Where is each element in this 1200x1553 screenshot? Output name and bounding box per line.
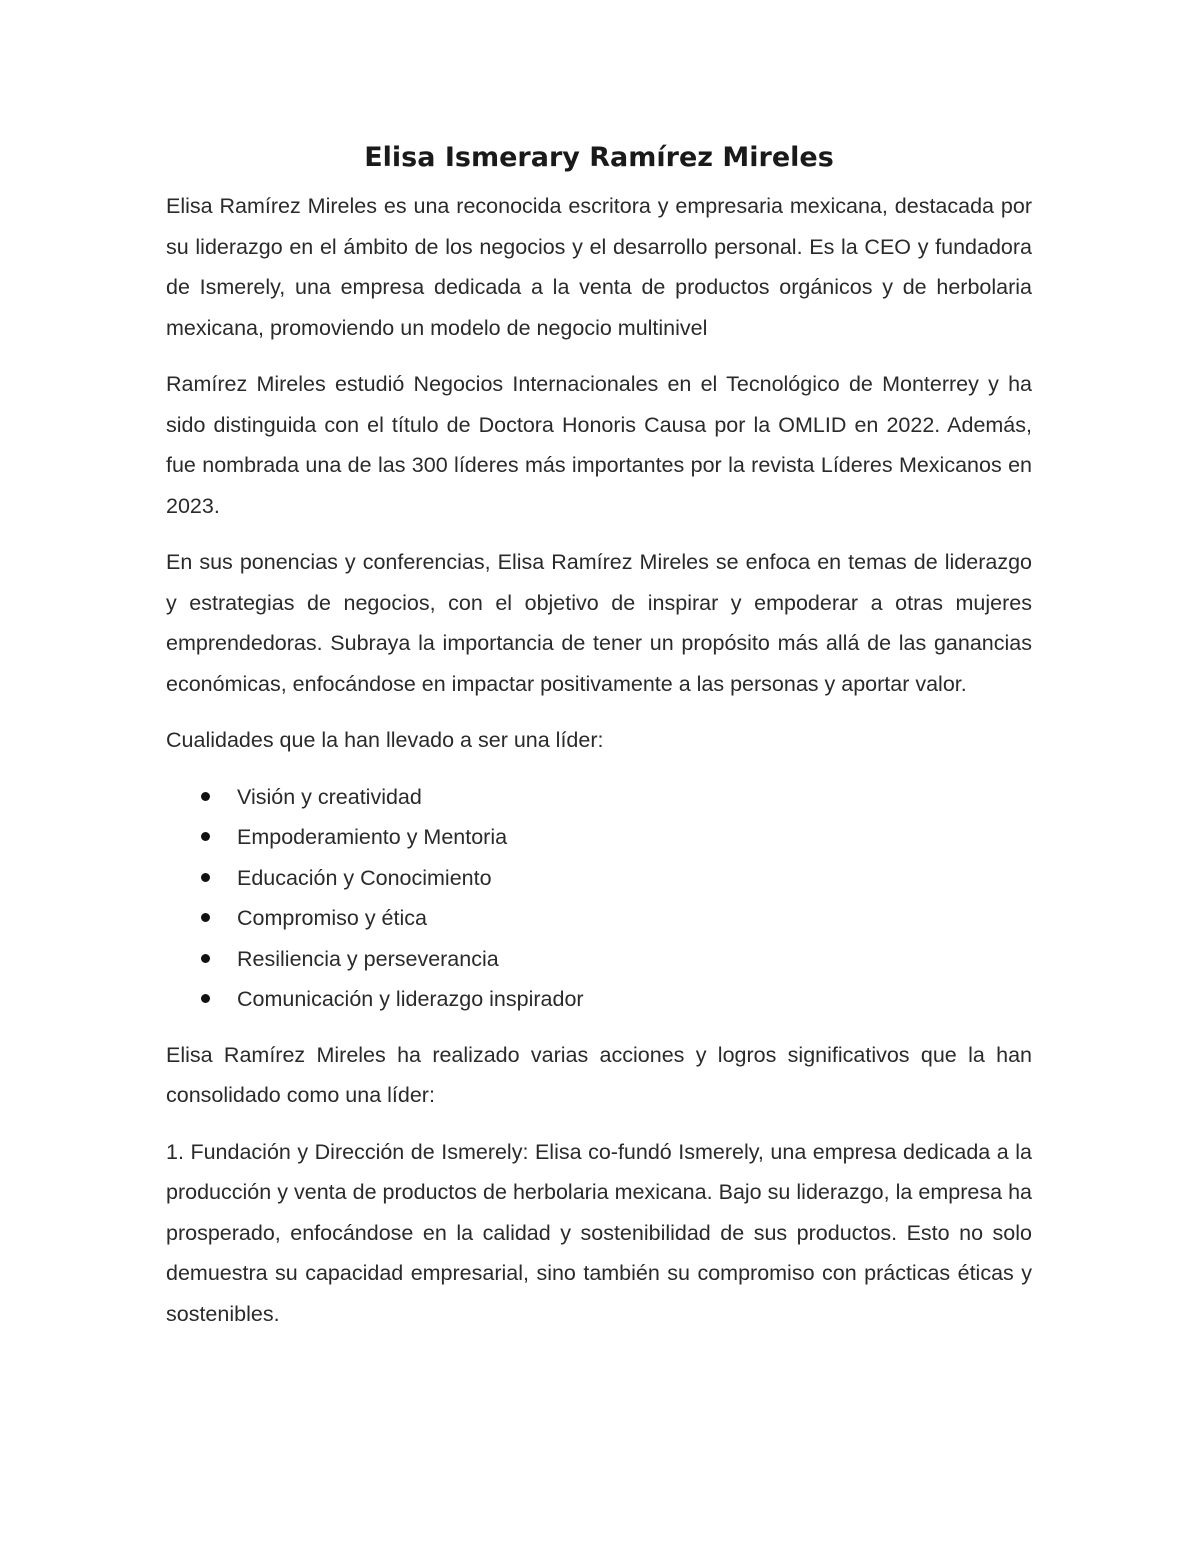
achievements-intro: Elisa Ramírez Mireles ha realizado varias acciones y logros significativos que la han consolidado como una líder: [166, 1042, 1032, 1107]
bullet-icon [201, 832, 210, 841]
qualities-list [166, 777, 1032, 1020]
bullet-icon [201, 994, 210, 1003]
list-item [166, 858, 1032, 899]
paragraph-education: Ramírez Mireles estudió Negocios Internacionales en el Tecnológico de Monterrey y ha sido distinguida con el título de Doctora Honoris Causa por la OMLID en 2022. Además, fue nombrada una de las 300 líderes más importantes por la revista Líderes Mexicanos en 2023. [166, 372, 1032, 518]
list-item-text: Empoderamiento y Mentoria [237, 825, 508, 849]
list-item [166, 817, 1032, 858]
bullet-icon [201, 954, 210, 963]
list-item-text: Visión y creatividad [237, 784, 422, 809]
list-item [166, 979, 1032, 1020]
list-item-text: Educación y Conocimiento [237, 865, 492, 890]
list-item [166, 939, 1032, 980]
bullet-icon [201, 792, 210, 801]
list-item [166, 898, 1032, 939]
bullet-icon [201, 873, 210, 882]
paragraph-conferences: En sus ponencias y conferencias, Elisa Ramírez Mireles se enfoca en temas de liderazgo y estrategias de negocios, con el objetivo de inspirar y empoderar a otras mujeres emprendedoras. Subraya la importancia de tener un propósito más allá de las ganancias económicas, enfocándose en impactar positivamente a las personas y aportar valor. [166, 550, 1032, 696]
bullet-icon [201, 913, 210, 922]
paragraph-intro: Elisa Ramírez Mireles es una reconocida escritora y empresaria mexicana, destacada por su liderazgo en el ámbito de los negocios y el desarrollo personal. Es la CEO y fundadora de Ismerely, una empresa dedicada a la venta de productos orgánicos y de herbolaria mexicana, promoviendo un modelo de negocio multinivel [166, 194, 1032, 340]
document-title: Elisa Ismerary Ramírez Mireles [364, 142, 834, 173]
document-body [166, 138, 1032, 1350]
list-item-text: Comunicación y liderazgo inspirador [237, 987, 584, 1011]
achievement-1: 1. Fundación y Dirección de Ismerely: Elisa co-fundó Ismerely, una empresa dedicada a la producción y venta de productos de herbolaria mexicana. Bajo su liderazgo, la empresa ha prosperado, enfocándose en la calidad y sostenibilidad de sus productos. Esto no solo demuestra su capacidad empresarial, sino también su compromiso con prácticas éticas y sostenibles. [166, 1139, 1032, 1326]
list-item-text: Resiliencia y perseverancia [237, 946, 499, 971]
list-item [166, 777, 1032, 818]
list-item-text: Compromiso y ética [237, 906, 427, 930]
qualities-intro: Cualidades que la han llevado a ser una líder: [166, 728, 604, 752]
